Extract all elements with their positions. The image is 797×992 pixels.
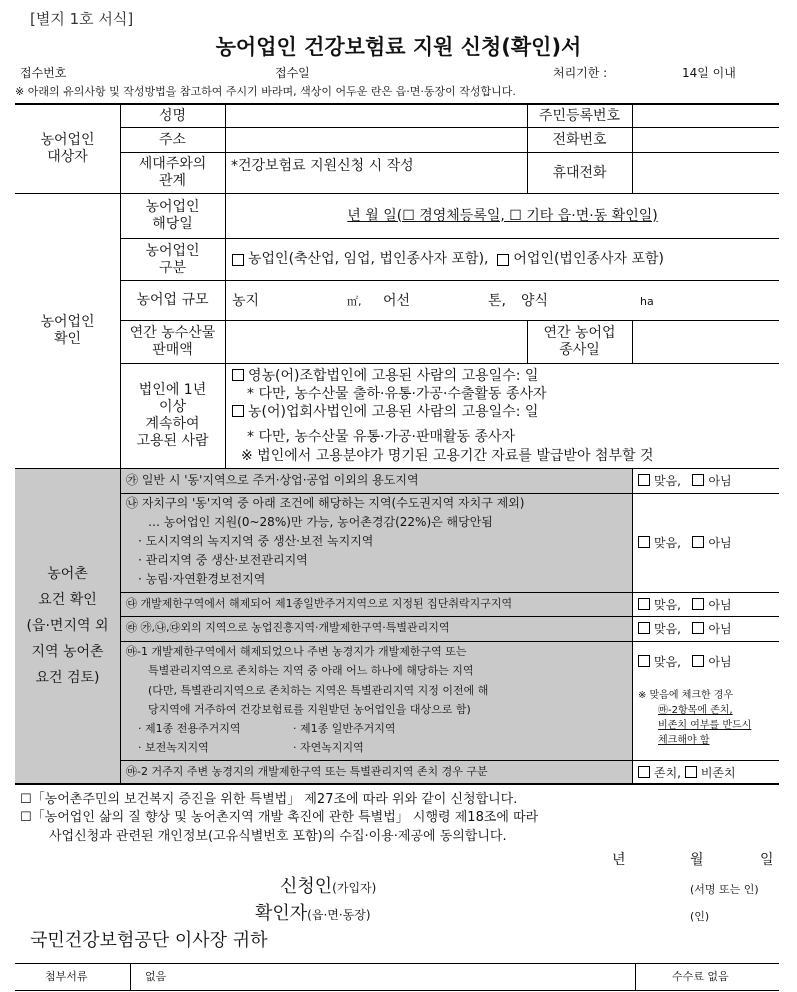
rural-f: ㉲-2 거주지 주변 농경지의 개발제한구역 또는 특별관리지역 존치 경우 구분 <box>126 765 488 778</box>
rural-b-no-checkbox[interactable] <box>692 536 704 548</box>
corp-line-1: 영농(어)조합법인에 고용된 사람의 고용일수: 일 <box>248 368 539 384</box>
rural-e-note: ※ 맞음에 체크한 경우 ㉲-2항목에 존치, 비존치 여부를 반드시 체크해야 함 <box>638 690 752 746</box>
rural-e-answer: 맞음, 아님 <box>638 655 732 668</box>
rural-a-yes-checkbox[interactable] <box>638 474 650 486</box>
rural-c-no-checkbox[interactable] <box>692 598 704 610</box>
rural-b-yes-checkbox[interactable] <box>638 536 650 548</box>
attach-value: 없음 <box>145 970 167 983</box>
scale-m2: ㎡, <box>347 295 362 308</box>
recipient: 국민건강보험공단 이사장 귀하 <box>30 930 268 951</box>
farmer-checkbox[interactable] <box>232 254 244 266</box>
days-label: 연간 농어업 종사일 <box>543 325 616 358</box>
rural-c: ㉰ 개발제한구역에서 해제되어 제1종일반주거지역으로 지정된 집단취락지구지역 <box>126 597 513 610</box>
rural-c-answer: 맞음, 아님 <box>638 598 732 611</box>
notice-text: ※ 아래의 유의사항 및 작성방법을 참고하여 주시기 바라며, 색상이 어두운 란은 읍·면·동장이 작성합니다. <box>15 85 516 98</box>
rural-e5b: · 제1종 일반주거지역 <box>293 722 396 735</box>
confirm-section-label: 농어업인 확인 <box>40 314 95 347</box>
rural-e3: (다만, 특별관리지역으로 존치하는 지역은 특별관리지역 지정 이전에 해 <box>148 684 489 697</box>
rural-b1: ㉯ 자치구의 '동'지역 중 아래 조건에 해당하는 지역(수도권지역 자치구 제외) <box>126 496 525 510</box>
date-day: 일 <box>760 852 774 868</box>
declare-line-3: 사업신청과 관련된 개인정보(고유식별번호 포함)의 수집·이용·제공에 동의합니다. <box>49 829 507 844</box>
rural-e4: 당지역에 거주하여 건강보험료를 지원받던 농어업인을 대상으로 함) <box>148 703 471 716</box>
fisher-option: 어업인(법인종사자 포함) <box>513 251 665 267</box>
date-year: 년 <box>612 852 626 868</box>
type-options <box>232 239 777 280</box>
farmer-option: 농업인(축산업, 임업, 법인종사자 포함), <box>248 251 489 267</box>
rural-e5a: · 제1종 전용주거지역 <box>138 722 241 735</box>
rural-b3: · 도시지역의 녹지지역 중 생산·보전 녹지지역 <box>138 534 374 548</box>
relation-label: 세대주와의 관계 <box>138 156 207 189</box>
phone-label: 전화번호 <box>552 131 607 148</box>
rural-a-no-checkbox[interactable] <box>692 474 704 486</box>
rural-d-yes-checkbox[interactable] <box>638 622 650 634</box>
rural-d-no-checkbox[interactable] <box>692 622 704 634</box>
address-label: 주소 <box>158 131 187 148</box>
form-title: 농어업인 건강보험료 지원 신청(확인)서 <box>215 35 582 59</box>
date-value[interactable]: 년 월 일(☐ 경영체등록일, ☐ 기타 읍·면·동 확인일) <box>347 207 658 224</box>
fee-text: 수수료 없음 <box>672 970 729 983</box>
rural-f-keep-checkbox[interactable] <box>638 766 650 778</box>
rural-b5: · 농림·자연환경보전지역 <box>138 572 266 586</box>
applicant-sign[interactable]: (서명 또는 인) <box>690 883 759 896</box>
sales-label: 연간 농수산물 판매액 <box>129 325 216 358</box>
rural-d-answer: 맞음, 아님 <box>638 622 732 635</box>
mobile-label: 휴대전화 <box>552 164 607 181</box>
name-label: 성명 <box>158 107 187 124</box>
rural-f-nokeep-checkbox[interactable] <box>685 766 697 778</box>
rural-e-yes-checkbox[interactable] <box>638 655 650 667</box>
scale-land: 농지 <box>232 293 260 309</box>
rural-d: ㉱ ㉮,㉯,㉰외의 지역으로 농업진흥지역·개발제한구역·특별관리지역 <box>126 621 450 634</box>
rural-b-answer: 맞음, 아님 <box>638 536 732 549</box>
receipt-date-label: 접수일 <box>275 66 310 80</box>
corp-line-4: * 다만, 농수산물 유통·가공·판매활동 종사자 <box>247 429 516 445</box>
rural-a: ㉮ 일반 시 '동'지역으로 주거·상업·공업 이외의 용도지역 <box>126 473 419 487</box>
fisher-checkbox[interactable] <box>497 254 509 266</box>
rural-e6a: · 보전녹지지역 <box>138 741 209 754</box>
rrn-label: 주민등록번호 <box>538 107 621 124</box>
target-section-label: 농어업인 대상자 <box>40 132 95 165</box>
confirmer-label: 확인자(읍·면·동장) <box>255 903 371 924</box>
corp1-checkbox[interactable] <box>232 369 244 381</box>
date-month: 월 <box>690 852 704 868</box>
corp-line-5: ※ 법인에서 고용분야가 명기된 고용기간 자료를 발급받아 첨부할 것 <box>241 448 654 464</box>
date-label: 농어업인 해당일 <box>145 199 200 232</box>
relation-note: *건강보험료 지원신청 시 작성 <box>231 157 414 174</box>
processing-label: 처리기한 : <box>553 66 608 80</box>
rural-section-label: 농어촌 요건 확인 (읍·면지역 외 지역 농어촌 요건 검토) <box>26 566 109 686</box>
rural-a-answer: 맞음, 아님 <box>638 474 732 487</box>
applicant-label: 신청인(가입자) <box>280 876 377 897</box>
scale-vessel: 어선 <box>383 293 411 309</box>
declare-line-2: ☐「농어업인 삶의 질 향상 및 농어촌지역 개발 촉진에 관한 특별법」 시행령 제18조에 따라 <box>20 810 539 825</box>
receipt-no-label: 접수번호 <box>20 66 67 80</box>
form-number: [별지 1호 서식] <box>30 10 134 28</box>
scale-ha: ha <box>640 295 654 308</box>
corp-line-3: 농(어)업회사법인에 고용된 사람의 고용일수: 일 <box>248 404 539 420</box>
scale-label: 농어업 규모 <box>136 292 209 308</box>
confirmer-sign[interactable]: (인) <box>690 910 710 923</box>
rural-b4: · 관리지역 중 생산·보전관리지역 <box>138 553 308 567</box>
rural-e6b: · 자연녹지지역 <box>293 741 364 754</box>
declare-line-1: ☐「농어촌주민의 보건복지 증진을 위한 특별법」 제27조에 따라 위와 같이 신청합니다. <box>20 792 518 807</box>
corp-label: 법인에 1년 이상 계속하여 고용된 사람 <box>136 382 209 449</box>
rural-e2: 특별관리지역으로 존치하는 지역 중 아래 어느 하나에 해당하는 지역 <box>148 664 474 677</box>
scale-aqua: 양식 <box>521 293 549 309</box>
attach-label: 첨부서류 <box>45 970 88 983</box>
scale-ton: 톤, <box>488 293 506 309</box>
type-label: 농어업인 구분 <box>145 242 200 276</box>
corp-line-2: * 다만, 농수산물 출하·유통·가공·수출활동 종사자 <box>247 386 547 402</box>
corp2-checkbox[interactable] <box>232 405 244 417</box>
rural-c-yes-checkbox[interactable] <box>638 598 650 610</box>
rural-e1: ㉲-1 개발제한구역에서 해제되었으나 주변 농경지가 개발제한구역 또는 <box>126 645 467 658</box>
rural-b2: … 농어업인 지원(0~28%)만 가능, 농어촌경감(22%)은 해당안됨 <box>148 515 493 529</box>
processing-value: 14일 이내 <box>682 66 736 80</box>
rural-f-answer: 존치, 비존치 <box>638 766 736 779</box>
rural-e-no-checkbox[interactable] <box>692 655 704 667</box>
